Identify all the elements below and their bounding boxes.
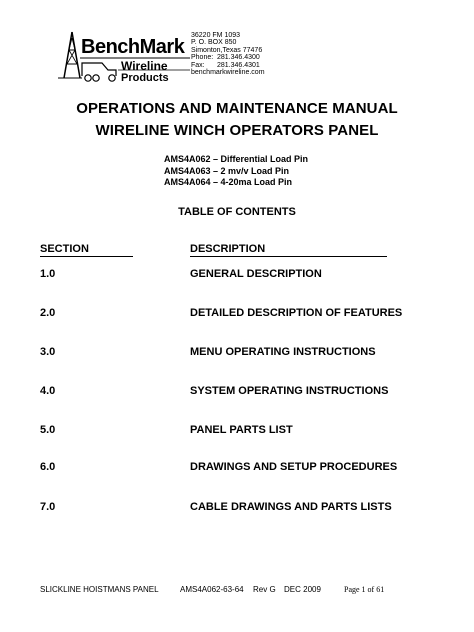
phone-number: 281.346.4300 <box>217 54 260 62</box>
toc-row[interactable] <box>0 501 474 517</box>
brand-products: Products <box>121 72 169 84</box>
fax-number: 281.346.4301 <box>217 61 260 69</box>
toc-header-description: DESCRIPTION <box>190 243 266 255</box>
footer-doc-number: AMS4A062-63-64 <box>180 585 244 594</box>
toc-header-section: SECTION <box>40 243 89 255</box>
model-item: AMS4A063 – 2 mv/v Load Pin <box>164 165 290 176</box>
header-underline <box>40 256 133 257</box>
toc-section-number: 1.0 <box>40 268 56 280</box>
toc-heading: TABLE OF CONTENTS <box>178 206 296 218</box>
footer-date: DEC 2009 <box>284 585 321 594</box>
toc-row[interactable] <box>0 346 474 362</box>
footer-revision: Rev G <box>253 585 276 594</box>
manual-subtitle: WIRELINE WINCH OPERATORS PANEL <box>95 122 379 139</box>
brand-wireline: Wireline <box>121 59 168 73</box>
footer-panel-name: SLICKLINE HOISTMANS PANEL <box>40 585 159 594</box>
toc-row[interactable] <box>0 424 474 440</box>
footer-page-number: Page 1 of 61 <box>344 585 385 594</box>
toc-section-number: 6.0 <box>40 461 56 473</box>
address-line: 36220 FM 1093 <box>191 32 241 39</box>
toc-section-title: PANEL PARTS LIST <box>190 424 293 436</box>
model-item: AMS4A064 – 4-20ma Load Pin <box>164 177 293 187</box>
toc-section-title: DETAILED DESCRIPTION OF FEATURES <box>190 307 403 319</box>
address-line: P. O. BOX 850 <box>191 39 237 47</box>
fax-line <box>191 62 265 69</box>
toc-section-number: 7.0 <box>40 501 56 513</box>
toc-section-title: SYSTEM OPERATING INSTRUCTIONS <box>190 385 389 397</box>
fax-label: Fax: <box>191 61 205 69</box>
toc-section-title: GENERAL DESCRIPTION <box>190 268 322 280</box>
toc-section-number: 5.0 <box>40 424 56 436</box>
company-logo <box>58 30 198 86</box>
header-underline <box>190 256 387 257</box>
model-list <box>164 154 308 189</box>
toc-row[interactable] <box>0 268 474 284</box>
model-item: AMS4A062 – Differential Load Pin <box>164 154 309 164</box>
toc-section-number: 3.0 <box>40 346 56 358</box>
toc-section-title: DRAWINGS AND SETUP PROCEDURES <box>190 461 398 473</box>
toc-row[interactable] <box>0 461 474 477</box>
toc-section-number: 2.0 <box>40 307 56 319</box>
toc-row[interactable] <box>0 307 474 323</box>
manual-title: OPERATIONS AND MAINTENANCE MANUAL <box>76 100 398 117</box>
website-link[interactable]: benchmarkwireline.com <box>191 68 265 76</box>
company-address <box>191 32 265 76</box>
toc-section-number: 4.0 <box>40 385 56 397</box>
address-line: Simonton,Texas 77476 <box>191 46 263 54</box>
phone-line <box>191 54 265 61</box>
toc-row[interactable] <box>0 385 474 401</box>
toc-section-title: CABLE DRAWINGS AND PARTS LISTS <box>190 501 392 513</box>
toc-section-title: MENU OPERATING INSTRUCTIONS <box>190 346 376 358</box>
phone-label: Phone: <box>191 54 214 62</box>
brand-name: BenchMark <box>81 36 185 58</box>
